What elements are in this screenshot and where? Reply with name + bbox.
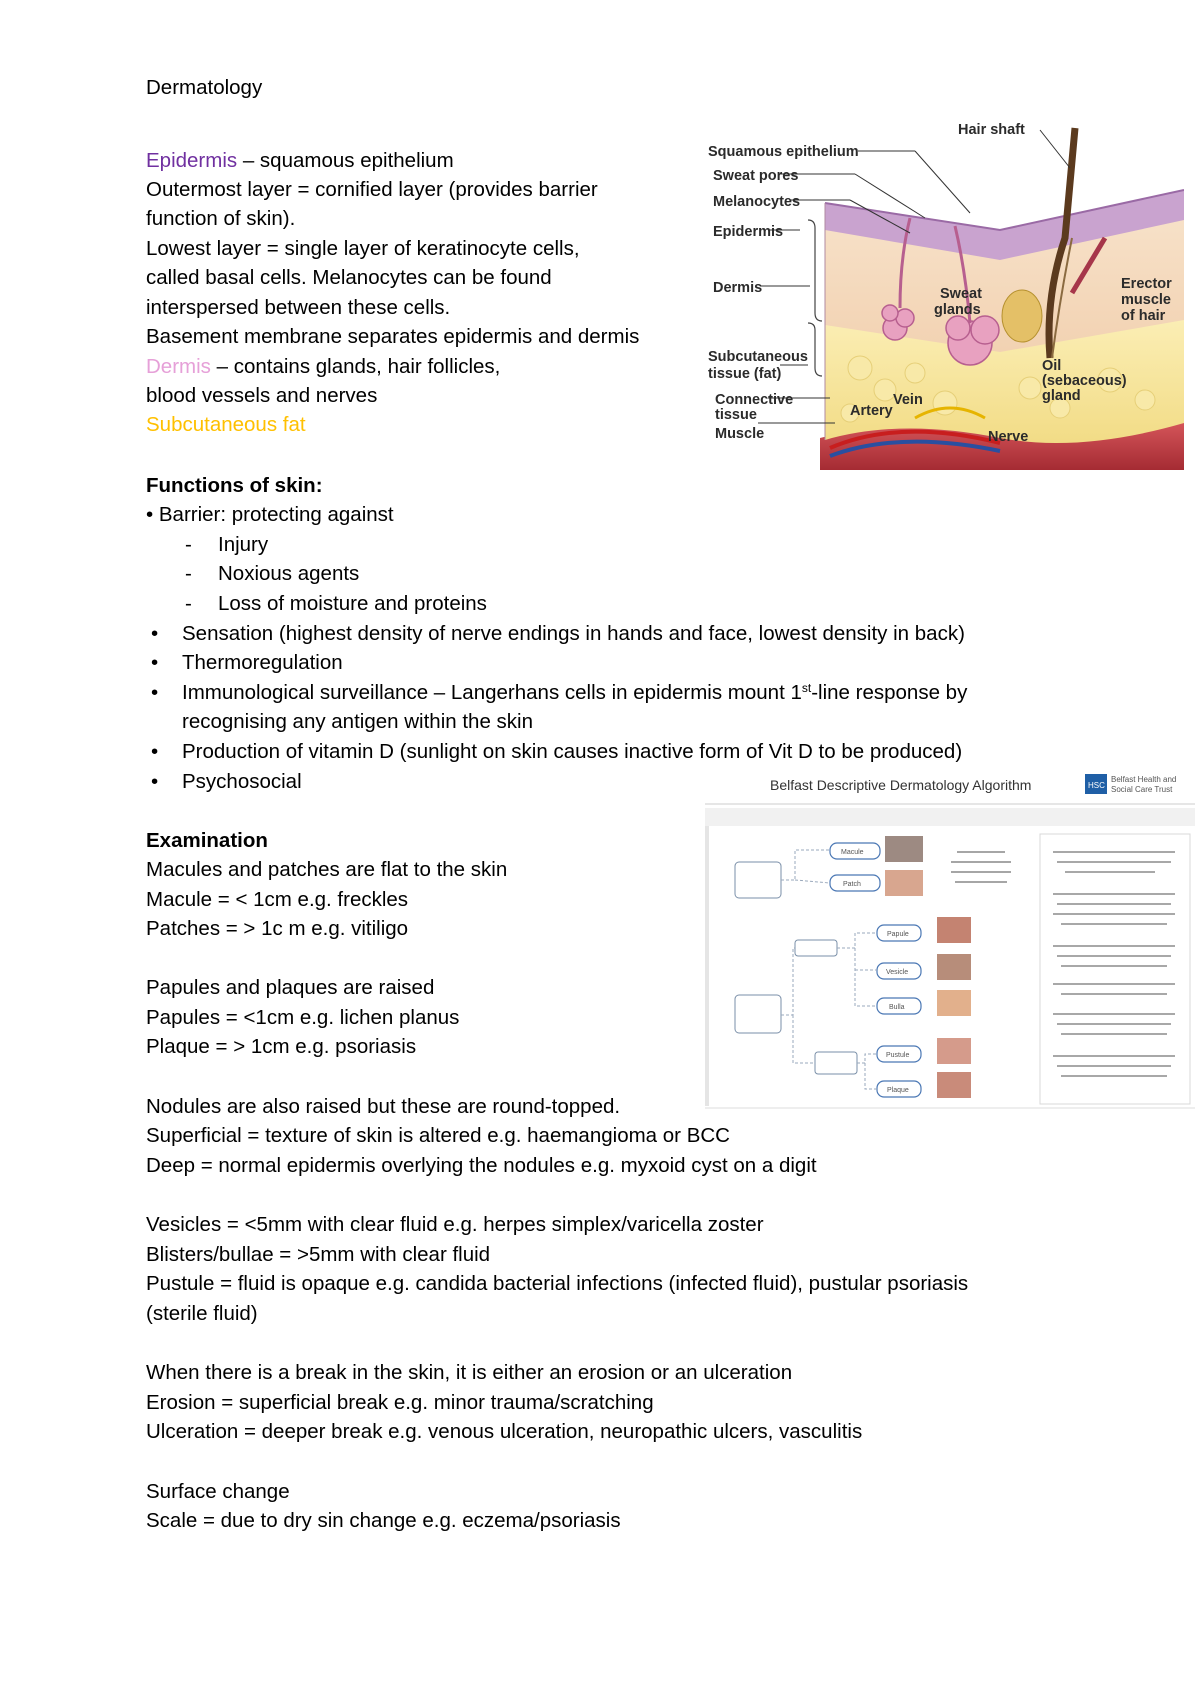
label-subcutaneous: Subcutaneous	[708, 349, 808, 365]
barrier-subitem: Injury	[218, 533, 269, 556]
label-melanocytes: Melanocytes	[713, 194, 801, 210]
barrier-subitem: Loss of moisture and proteins	[218, 592, 487, 615]
label-oil-2: (sebaceous)	[1042, 373, 1127, 389]
layers-line: function of skin).	[146, 207, 296, 230]
algorithm-title: Belfast Descriptive Dermatology Algorithm	[770, 777, 1032, 793]
node-papule: Papule	[887, 931, 909, 938]
layers-line: called basal cells. Melanocytes can be found	[146, 266, 552, 289]
trust-name-2: Social Care Trust	[1111, 785, 1173, 794]
skin-diagram-svg	[700, 118, 1184, 470]
skin-diagram	[700, 118, 1184, 470]
exam-line: Vesicles = <5mm with clear fluid e.g. herpes simplex/varicella zoster	[146, 1213, 764, 1236]
function-item: Thermoregulation	[182, 651, 343, 674]
node-macule: Macule	[841, 849, 864, 856]
label-connective-2: tissue	[715, 407, 757, 423]
bullet: •	[151, 770, 159, 793]
label-squamous: Squamous epithelium	[708, 144, 859, 160]
node-bulla: Bulla	[889, 1004, 905, 1011]
exam-line: Deep = normal epidermis overlying the nodules e.g. myxoid cyst on a digit	[146, 1154, 817, 1177]
bullet: •	[151, 651, 159, 674]
dermis-term: Dermis	[146, 355, 211, 378]
dash-bullet: -	[185, 533, 192, 556]
label-oil-3: gland	[1042, 388, 1081, 404]
dermis-line	[146, 355, 500, 379]
label-muscle: Muscle	[715, 426, 765, 442]
layers-line: Lowest layer = single layer of keratinocyte cells,	[146, 237, 580, 260]
label-dermis: Dermis	[713, 280, 763, 296]
examination-heading: Examination	[146, 829, 268, 852]
exam-line: Papules and plaques are raised	[146, 976, 435, 999]
trust-name: Belfast Health and	[1111, 775, 1177, 784]
label-subcutaneous-2: tissue (fat)	[708, 366, 782, 382]
epidermis-line	[146, 149, 454, 173]
label-nerve: Nerve	[988, 429, 1029, 445]
barrier-subitem: Noxious agents	[218, 562, 360, 585]
node-pustule: Pustule	[886, 1052, 910, 1059]
function-item	[182, 681, 967, 705]
label-sweat-pores: Sweat pores	[713, 168, 799, 184]
bullet: •	[151, 740, 159, 763]
superscript: st	[801, 681, 812, 695]
algorithm-figure	[705, 770, 1195, 1120]
exam-line: Superficial = texture of skin is altered e.g. haemangioma or BCC	[146, 1124, 730, 1147]
function-item-cont: recognising any antigen within the skin	[182, 710, 533, 733]
exam-line: Plaque = > 1cm e.g. psoriasis	[146, 1035, 417, 1058]
dash-bullet: -	[185, 592, 192, 615]
immuno-text-end: -line response by	[811, 681, 968, 704]
layers-line: interspersed between these cells.	[146, 296, 451, 319]
algorithm-svg	[705, 770, 1195, 1120]
bullet: •	[151, 622, 159, 645]
functions-heading: Functions of skin:	[146, 474, 323, 497]
label-erector: Erector	[1121, 276, 1172, 292]
epidermis-term: Epidermis	[146, 149, 238, 172]
exam-line: Patches = > 1c m e.g. vitiligo	[146, 917, 409, 940]
exam-line: Ulceration = deeper break e.g. venous ulceration, neuropathic ulcers, vasculitis	[146, 1420, 863, 1443]
function-item: Production of vitamin D (sunlight on skin causes inactive form of Vit D to be produced)	[182, 740, 963, 763]
label-erector-3: of hair	[1121, 308, 1166, 324]
exam-line: Surface change	[146, 1480, 290, 1503]
epidermis-desc: – squamous epithelium	[237, 149, 454, 172]
label-vein: Vein	[893, 392, 923, 408]
dash-bullet: -	[185, 562, 192, 585]
exam-line: (sterile fluid)	[146, 1302, 258, 1325]
exam-line: When there is a break in the skin, it is either an erosion or an ulceration	[146, 1361, 793, 1384]
exam-line: Pustule = fluid is opaque e.g. candida bacterial infections (infected fluid), pustular psoriasis	[146, 1272, 969, 1295]
subcutaneous-term: Subcutaneous fat	[146, 413, 306, 436]
dermis-desc: – contains glands, hair follicles,	[210, 355, 501, 378]
node-plaque: Plaque	[887, 1087, 909, 1094]
label-sweat-glands-2: glands	[934, 302, 981, 318]
label-sweat-glands: Sweat	[940, 286, 982, 302]
function-item: Sensation (highest density of nerve endings in hands and face, lowest density in back)	[182, 622, 965, 645]
exam-line: Nodules are also raised but these are round-topped.	[146, 1095, 621, 1118]
node-patch: Patch	[843, 881, 861, 888]
label-connective: Connective	[715, 392, 794, 408]
label-hair-shaft: Hair shaft	[958, 122, 1025, 138]
barrier-item: • Barrier: protecting against	[146, 503, 394, 526]
label-epidermis: Epidermis	[713, 224, 784, 240]
layers-line: Outermost layer = cornified layer (provides barrier	[146, 178, 598, 201]
exam-line: Scale = due to dry sin change e.g. eczema/psoriasis	[146, 1509, 621, 1532]
node-vesicle: Vesicle	[886, 969, 909, 976]
dermis-line-2: blood vessels and nerves	[146, 384, 378, 407]
function-item: Psychosocial	[182, 770, 302, 793]
exam-line: Papules = <1cm e.g. lichen planus	[146, 1006, 460, 1029]
exam-line: Macules and patches are flat to the skin	[146, 858, 508, 881]
exam-line: Erosion = superficial break e.g. minor trauma/scratching	[146, 1391, 654, 1414]
page-title: Dermatology	[146, 76, 263, 99]
bullet: •	[151, 681, 159, 704]
exam-line: Macule = < 1cm e.g. freckles	[146, 888, 409, 911]
label-artery: Artery	[850, 403, 893, 419]
hsc-logo-text: HSC	[1088, 781, 1105, 790]
layers-line: Basement membrane separates epidermis and dermis	[146, 325, 640, 348]
immuno-text: Immunological surveillance – Langerhans cells in epidermis mount 1	[182, 681, 802, 704]
label-oil: Oil	[1042, 358, 1062, 374]
label-erector-2: muscle	[1121, 292, 1171, 308]
exam-line: Blisters/bullae = >5mm with clear fluid	[146, 1243, 491, 1266]
